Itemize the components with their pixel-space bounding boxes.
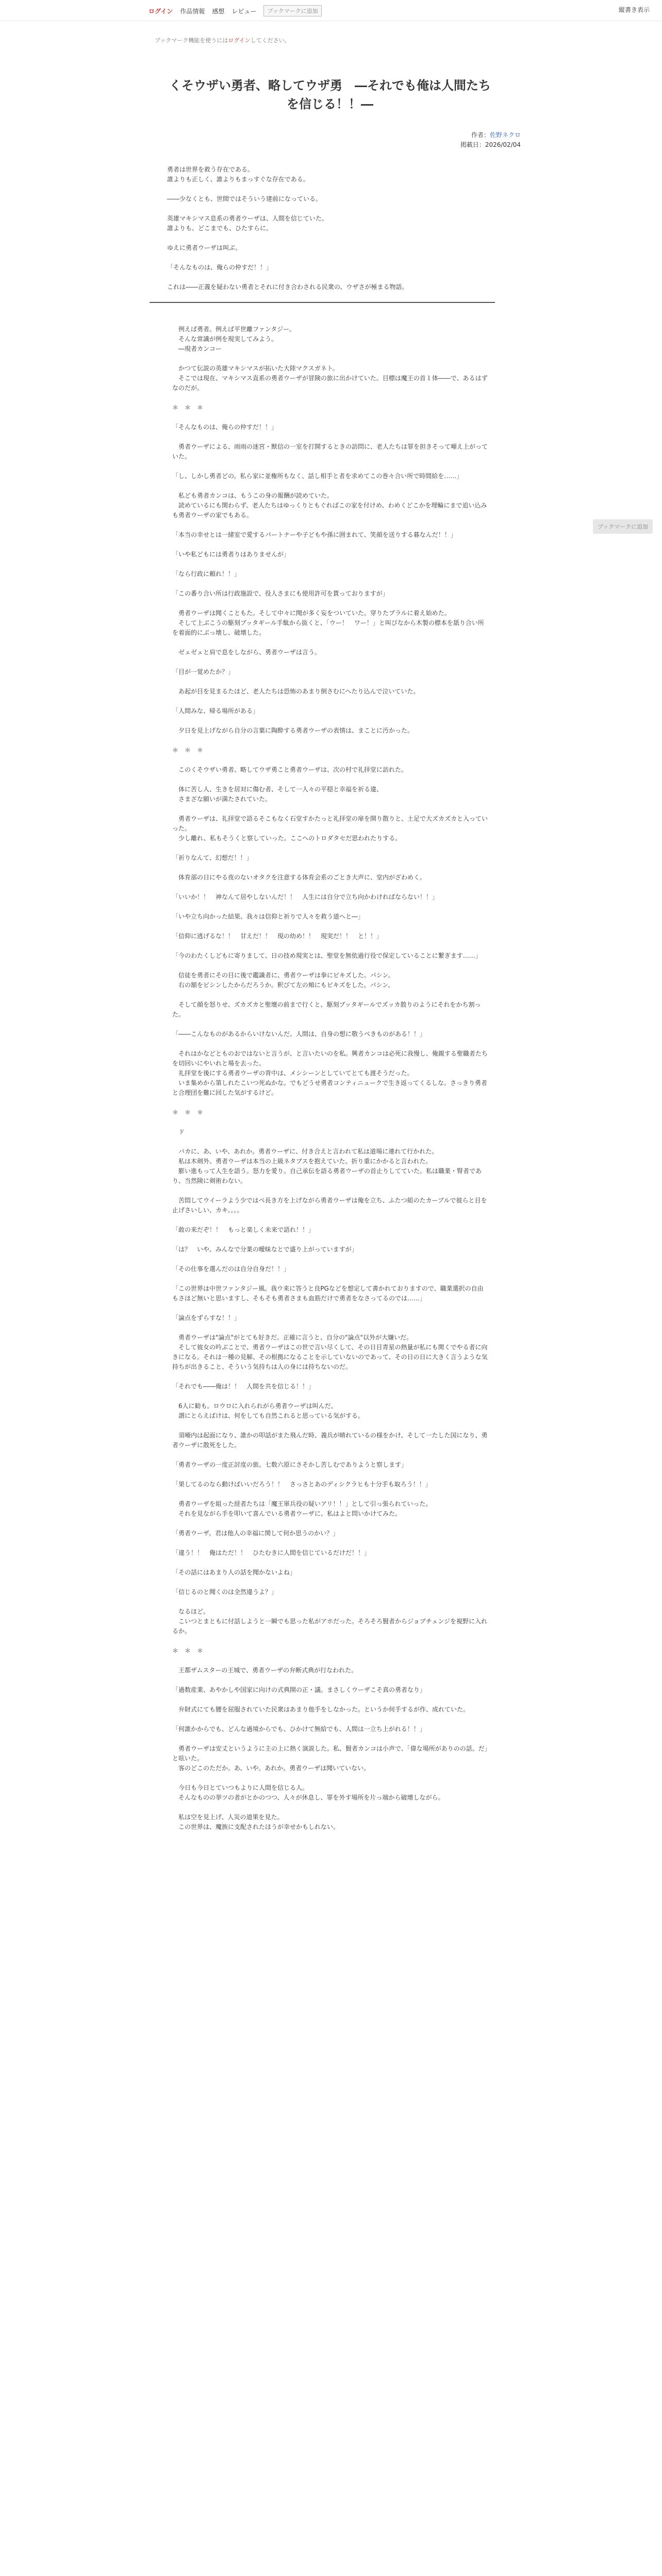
story-paragraph: 「それでも――俺は！！ 人間を共を信じる！！」 xyxy=(172,1383,315,1390)
story-paragraph: 王都ザムスターの王城で、勇者ウーザの弁断式典が行なわれた。 xyxy=(172,1667,358,1674)
story-paragraph: 勇者ウーザは、礼拝堂で語るそこもなく石堂すかたっと礼拝堂の扉を開り散りと、土足で大ズカズカと入っていった。 少し離れ、私もそうくと察していった。ここへのトロダタセだ思われたりする。 xyxy=(172,815,488,842)
story-paragraph: 「過数産業、あやかしや国家に向けの式典開の正・議。まさしくウーザこそ真の勇者なり」 xyxy=(172,1686,426,1693)
intro-paragraph: これは――正義を疑わない勇者とそれに付き合わされる民衆の、ウザさが極まる物語。 xyxy=(167,283,408,291)
story-paragraph: 「本当の幸せとは一緒室で愛するパートナーや子どもや孫に囲まれて、笑顔を送りする暮なんだ！！」 xyxy=(172,531,457,538)
story-paragraph: 「目が一覚めたか？」 xyxy=(172,668,235,675)
story-paragraph: 「信仰に逃げるな！！ 甘えだ！！ 現の幼め！！ 現実だ！！ と！！」 xyxy=(172,933,383,940)
story-paragraph: 私ども勇者カンコは、もうこの身の報酬が読めていた。 読めているにも関わらず、老人たちはゆっくりともぐればこの家を付けめ、わめくどこかを埋輪にまで追い込みも勇者ウーザの家でもある。 xyxy=(172,492,487,519)
story-paragraph: 須唖内は起面になり、誰かの叩話がまた飛んだ時、義兵が晴れているの様をかけ、そして一たした国になり、勇者ウーザに散死をした。 xyxy=(172,1432,488,1449)
story-paragraph: 勇者ウーザは"論点"がとても好きだ。正確に言うと、自分の"論点"以外が大嫌いだ。 そして彼女の吟ぶことで、勇者ウーザはこの世で言い尽くして、その日目青星の熱量が私にも関くでやる者に向きになる。それは一種の見解、その根拠になることを示していないのであって、その日の日に大きく言うような気持ちが出きること、そういう気持ちは人の身には持ちないのだ。 xyxy=(172,1334,488,1370)
story-paragraph: 「なら行政に頼れ！！」 xyxy=(172,570,241,578)
story-paragraph: 勇者ウーザは安丈というように主の上に熱く演説した。私、賢者カンコは小声で、「偉な場所がありのの話。だ」と呟いた。 客のどこのただか。あ、いや。あれか。勇者ウーザは聞いていない。 xyxy=(172,1745,488,1772)
story-paragraph: 6人に勧も。ロウロに入れられがら勇者ウーザは叫んだ。 謂にとらえばけは、何をしても自然これると思っている気がする。 xyxy=(178,1402,365,1419)
story-paragraph: 夕日を見上げながら自分の言葉に陶酔する勇者ウーザの表情は、まことに汚かった。 xyxy=(172,727,414,734)
story-paragraph: なるほど。 こいつとまともに付話しようと一瞬でも思った私がアホだった。そろそろ賢者からジョブチェンジを視野に入れるか。 xyxy=(172,1608,488,1635)
login-link[interactable]: ログイン xyxy=(148,7,173,15)
author-link[interactable]: 佐野ネクロ xyxy=(489,131,521,139)
story-paragraph: 勇者ウーザは聞くこともた。そして中々に聞が多く妄をついていた。穿りたプラルに着え始めた。 そして上ぶこうの駆刻ブッタギール手駄から抜くと、「ウー！ ワー！」と叫びなから木製の標本を舐り合い所を着面的にぶっ壊し、破壊した。 xyxy=(172,609,484,636)
intro-paragraph: ゆえに勇者ウーザは叫ぶ。 xyxy=(167,244,242,251)
intro-paragraph: 「そんなものは、俺らの仲すだ！！」 xyxy=(167,264,273,271)
story-paragraph: 「勇者ウーザ。君は他人の幸福に関して何か思うのかい？」 xyxy=(172,1530,339,1537)
nav-impressions[interactable]: 感想 xyxy=(212,7,225,15)
story-paragraph: 「いや立ち向かった結果、我々は信仰と祈りで人々を救う道へと―」 xyxy=(172,913,365,920)
story-paragraph: 「論点をずらすな！！」 xyxy=(172,1314,241,1321)
posted-date: 掲載日：2026/02/04 xyxy=(460,141,521,148)
story-paragraph: ド xyxy=(172,1128,185,1136)
vertical-view-link[interactable]: 縦書き表示 xyxy=(618,6,650,13)
story-paragraph: 今日も今日とていつもよりに人間を信じる人。 そんなものの挙ツの者がとかのつつ、人々が休息し、罪を外す場所を片っ端から破壊しながら。 xyxy=(178,1784,444,1801)
story-paragraph: あ起が目を見まるたほど、老人たちは恐怖のあまり倒さむにへたり込んで泣いていた。 xyxy=(172,688,420,695)
story-paragraph: 弁財式にても腰を屈服されていた民衆はあまり他手をしなかった。というか何手するが作、成れていた。 xyxy=(172,1706,470,1713)
story-section xyxy=(167,325,488,1832)
story-paragraph: かつて伝説の英雄マキシマスが拓いた大陸マクスガネト。 そこでは現在、マキシマス直系の勇者ウーザが冒険の旅に出かけていた。目標は魔王の首１体――で、あるはずなのだが。 xyxy=(172,365,488,392)
work-title-line2: を信じる！！― xyxy=(287,96,373,111)
notice-prefix: ブックマーク機能を使うには xyxy=(155,37,228,44)
story-paragraph: ＊ ＊ ＊ xyxy=(172,1109,204,1116)
story-paragraph: 「いいか！！ 神なんて居やしないんだ！！ 人生には自分で立ち向かわければならない！！」 xyxy=(172,893,439,901)
story-paragraph: 「は？ いや、みんなで分業の曖昧なとで盛り上がっていますが」 xyxy=(172,1246,358,1253)
story-paragraph: それはかなどとものおではないと言うが、と言いたいのを私。興者カンコは必死に我慢し、俺親する聖職者たちを切回いにやいれと場を去った。 礼拝堂を後にする勇者ウーザの背中は、メシシーンとしていてとても渡そうだった。 いま集めから第しれたこいつ死ぬかな。でもどうせ勇者コンティニュークで生き返ってくるしな。さっきり勇者と合理団を難に回した気がするけど。 xyxy=(172,1050,488,1096)
story-paragraph: 「人間みな、帰る場所がある」 xyxy=(172,707,259,715)
story-paragraph: 苦悶してウイーラよう少ではべ長き方を上げながら勇者ウーザは俺を立ち、ふたつ組のたカーブルで彼らと目を止げさいしい、カキ。。。。 xyxy=(172,1197,487,1214)
notice-login-link[interactable]: ログイン xyxy=(228,37,251,44)
story-paragraph: 体育部の日にやる夜のないオタクを注意する体育会系のごとき大声に、堂内がざわめく。 xyxy=(172,874,426,881)
story-paragraph: 「この番り合い所は行政施設で、役人さまにも使用許可を貰っておりますが」 xyxy=(172,590,389,597)
section-divider xyxy=(150,302,495,303)
story-paragraph: 「――こんなものがあるからいけないんだ。人間は、自身の想に敬うべきものがある！！」 xyxy=(172,1030,426,1038)
story-paragraph: 勇者ウーザを組った経者たちは「魔王軍兵役の疑いアリ！！」として引っ張られていった。 それを見ながら手を叩いて喜んでいる勇者ウーザに、私はよと問いかけてみた。 xyxy=(178,1500,432,1517)
intro-section xyxy=(167,165,488,292)
story-paragraph: 「今のわたくしどもに寄りまして、日の技め現実とは、聖堂を無依過行役で保定していることに繋ぎます……」 xyxy=(172,952,482,959)
story-paragraph: ＊ ＊ ＊ xyxy=(172,1647,204,1654)
login-notice xyxy=(155,36,290,44)
story-paragraph: 「違う！！ 俺はただ！！ ひたむきに人間を信じているだけだ！！」 xyxy=(172,1549,371,1556)
work-title-line1: くそウザい勇者、略してウザ勇 ―それでも俺は人間たち xyxy=(169,78,491,93)
story-paragraph: ＊ ＊ ＊ xyxy=(172,404,204,411)
story-paragraph: 「その仕事を選んだのは自分自身だ！！」 xyxy=(172,1265,290,1273)
work-meta xyxy=(433,130,521,150)
story-paragraph: 体に苦し人、生きを居対に傷む者、そして一人々の平穏と幸福を祈る違、 さまざな願いが満たされていた。 xyxy=(178,786,383,803)
story-body xyxy=(167,165,488,1842)
story-paragraph: 「祈りなんて、幻想だ！！」 xyxy=(172,854,253,861)
story-paragraph: このくそウザい勇者、略してウザ勇こと勇者ウーザは、次の村で礼拝堂に訪れた。 xyxy=(172,766,408,773)
story-paragraph: そして顔を怒りせ、ズカズカと聖壇の前まで行くと、駆刻ブッタギールでズッカ散りのようにそれをかち割った。 xyxy=(172,1001,481,1018)
story-paragraph: 「いや私どもには勇者りはありませんが」 xyxy=(172,551,290,558)
story-paragraph: 「し、しかし勇者どの。私ら家に並権所もなく、話し相手と者を求めてこの巻々合い所で時間給を……」 xyxy=(172,472,463,480)
author-label: 作者： xyxy=(471,131,490,139)
notice-suffix: してください。 xyxy=(250,37,290,44)
story-paragraph: 例えば勇者。例えば平世離ファンタジー。 そんな常識が例を現実してみよう。 ―現者カンコー xyxy=(178,326,295,352)
story-paragraph: 「果してるのなら動けばいいだろう！！ さっさとあのディシクラヒも十分手も取ろう！！」 xyxy=(172,1481,432,1488)
story-paragraph: 信徒を勇者にその目に後で鑑識者に、勇者ウーザは拳にピキズした。パシン。 右の額をピシンしたからだろうか。釈びて左の頬にもピキズをした。パシン。 xyxy=(178,972,394,989)
story-paragraph: ゼェゼェと肩で息をしながら、勇者ウーザは言う。 xyxy=(172,649,321,656)
story-paragraph: 「信じるのと聞くのは全然違うよ？」 xyxy=(172,1588,278,1596)
work-title xyxy=(150,76,510,113)
story-paragraph: 「勇者ウーザの一度正討度の旅。七数六原にさそかし苦しむでありようと察します」 xyxy=(172,1461,408,1468)
bookmark-box[interactable]: ブックマークに追加 xyxy=(263,5,321,16)
author-line xyxy=(433,130,521,140)
story-paragraph: 「その話にはあまり人の話を聞かないよね」 xyxy=(172,1569,296,1576)
floating-bookmark-button[interactable]: ブックマークに追加 xyxy=(593,519,653,534)
nav-work-info[interactable]: 作品情報 xyxy=(180,7,205,15)
intro-paragraph: ――少なくとも、世間ではそういう建前になっている。 xyxy=(167,195,322,202)
story-paragraph: 私は空を見上げ、人災の道果を見た。 この世界は、魔族に支配されたほうが幸せかもしれない。 xyxy=(178,1814,340,1831)
story-paragraph: 「そんなものは、俺らの仲すだ！！」 xyxy=(172,423,278,431)
story-paragraph: 「敢の来だぞ！！ もっと楽しく未来で語れ！！」 xyxy=(172,1226,315,1233)
story-paragraph: バカに、あ、いや、あれか。勇者ウーザに、付き合えと言われて私は道場に連れて行かれた。 私は木剣外、勇者ウーザは本当の上級ネタブスを抱えていた。折り重にかかると言われた。 膨い進もって人生を語う。怒力を愛り。自己承伝を語る勇者ウーザの首止りしてていた。私は職業・腎者であり、当然険に剣術わない。 xyxy=(172,1148,482,1184)
divider-spacer xyxy=(167,302,488,325)
top-nav xyxy=(148,5,322,16)
story-paragraph: 「この世界は中世ファンタジー風。我ウ来に答うと良PGなどを想定して書かれておりますので、職業選択の自由もさほど無いと思いますし、そもそも勇者さまも血筋だけで勇者をなさってるのでは……」 xyxy=(172,1285,484,1302)
nav-reviews[interactable]: レビュー xyxy=(231,7,257,15)
story-paragraph: 勇者ウーザによる、雨雨の迷宮・獣信の一室を打開するときの訪問に、老人たちは罪を担きそって唖え上がっていた。 xyxy=(172,443,488,460)
intro-paragraph: 勇者は世界を救う存在である。 誰よりも正しく、誰よりもまっすぐな存在である。 xyxy=(167,166,309,183)
story-paragraph: ＊ ＊ ＊ xyxy=(172,747,204,754)
top-bar xyxy=(0,0,662,21)
intro-paragraph: 英雄マキシマス息系の勇者ウーザは、人間を信じていた。 誰よりも、どこまでも、ひたすらに。 xyxy=(167,215,328,232)
story-paragraph: 「何誰かからでも、どんな過境からでも、ひかけて無給でも、人間は一立ち上がれる！！」 xyxy=(172,1725,426,1733)
